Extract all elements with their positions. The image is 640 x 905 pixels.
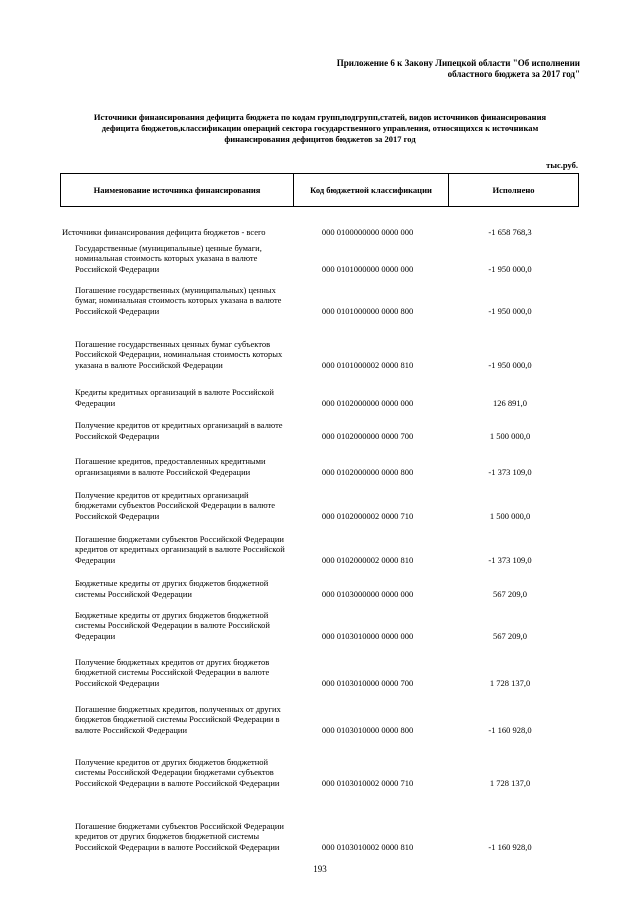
title-line-1: Источники финансирования дефицита бюджета по кодам групп,подгрупп,статей, видов источников финансирования [93,112,547,122]
row-name: Получение бюджетных кредитов от других бюджетов бюджетной системы Российской Федерации в валюте Российской Федерации [75,656,270,688]
row-name: Источники финансирования дефицита бюджетов - всего [62,226,266,237]
table-row [0,744,640,788]
table-row [0,419,640,441]
row-value: -1 160 928,0 [488,841,532,852]
table-row [0,226,640,237]
row-name: Государственные (муниципальные) ценные бумаги, номинальная стоимость которых указана в валюте Российской Федерации [75,242,262,274]
row-code: 000 0102000000 0000 000 [321,397,414,408]
row-value: -1 950 000,0 [488,359,532,370]
row-value: -1 373 109,0 [488,554,532,565]
row-code: 000 0103010000 0000 800 [321,724,414,735]
row-value: -1 658 768,3 [488,226,532,237]
title-line-3: финансирования дефицитов бюджетов за 2017 год [224,134,416,144]
row-code: 000 0103000000 0000 000 [321,588,414,599]
row-value: 567 209,0 [493,588,527,599]
row-value: 1 500 000,0 [489,510,531,521]
row-name: Получение кредитов от кредитных организаций в валюте Российской Федерации [75,420,283,441]
table-row [0,577,640,599]
header-name: Наименование источника финансирования [61,174,294,207]
row-code: 000 0100000000 0000 000 [321,226,414,237]
row-name: Погашение кредитов, предоставленных кредитными организациями в валюте Российской Федерации [75,456,266,477]
row-value: 1 728 137,0 [489,777,531,788]
appendix-line-2: областного бюджета за 2017 год" [447,69,580,79]
row-code: 000 0102000002 0000 810 [321,554,414,565]
row-code: 000 0102000000 0000 700 [321,430,414,441]
row-value: 126 891,0 [493,397,527,408]
table-row [0,283,640,316]
row-code: 000 0103010000 0000 700 [321,677,414,688]
row-name: Погашение бюджетами субъектов Российской Федерации кредитов от кредитных организаций в валюте Российской Федерации [75,533,285,565]
row-value: 1 500 000,0 [489,430,531,441]
row-value: -1 373 109,0 [488,466,532,477]
header-value: Исполнено [449,174,579,207]
table-row [0,654,640,688]
row-code: 000 0102000002 0000 710 [321,510,414,521]
row-code: 000 0103010002 0000 710 [321,777,414,788]
table-row [0,531,640,565]
title-line-2: дефицита бюджетов,классификации операций сектора государственного управления, относящихся к источникам [101,123,539,133]
row-name: Бюджетные кредиты от других бюджетов бюджетной системы Российской Федерации в валюте Российской Федерации [75,609,270,641]
row-value: -1 950 000,0 [488,305,532,316]
row-code: 000 0101000002 0000 810 [321,359,414,370]
row-value: -1 950 000,0 [488,263,532,274]
table-row [0,444,640,477]
row-value: -1 160 928,0 [488,724,532,735]
row-name: Бюджетные кредиты от других бюджетов бюджетной системы Российской Федерации [75,578,269,599]
row-name: Получение кредитов от кредитных организаций бюджетами субъектов Российской Федерации в валюте Российской Федерации [75,489,275,521]
page-number: 193 [313,864,327,874]
units-label: тыс.руб. [546,160,578,170]
row-name: Погашение бюджетных кредитов, полученных от других бюджетов бюджетной системы Российской Федерации в валюте Российской Федерации [75,703,281,735]
row-name: Погашение бюджетами субъектов Российской Федерации кредитов от других бюджетов бюджетной системы Российской Федерации в валюте Российской Федерации [75,820,284,852]
appendix-line-1: Приложение 6 к Закону Липецкой области "Об исполнении [336,58,580,68]
table-row [0,324,640,370]
row-value: 1 728 137,0 [489,677,531,688]
row-name: Получение кредитов от других бюджетов бюджетной системы Российской Федерации бюджетами субъектов Российской Федерации в валюте Российской Федерации [75,756,280,788]
header-code: Код бюджетной классификации [294,174,449,207]
row-code: 000 0103010000 0000 000 [321,630,414,641]
table-row [0,241,640,274]
row-code: 000 0102000000 0000 800 [321,466,414,477]
row-code: 000 0103010002 0000 810 [321,841,414,852]
table-row [0,701,640,735]
row-code: 000 0101000000 0000 800 [321,305,414,316]
row-value: 567 209,0 [493,630,527,641]
row-name: Погашение государственных ценных бумаг субъектов Российской Федерации, номинальная стоимость которых указана в валюте Российской Федерации [75,338,283,370]
table-row [0,801,640,852]
row-name: Кредиты кредитных организаций в валюте Российской Федерации [75,387,274,408]
table-row [0,385,640,408]
row-code: 000 0101000000 0000 000 [321,263,414,274]
row-name: Погашение государственных (муниципальных) ценных бумаг, номинальная стоимость которых указана в валюте Российской Федерации [75,284,282,316]
table-row [0,487,640,521]
table-row [0,608,640,641]
